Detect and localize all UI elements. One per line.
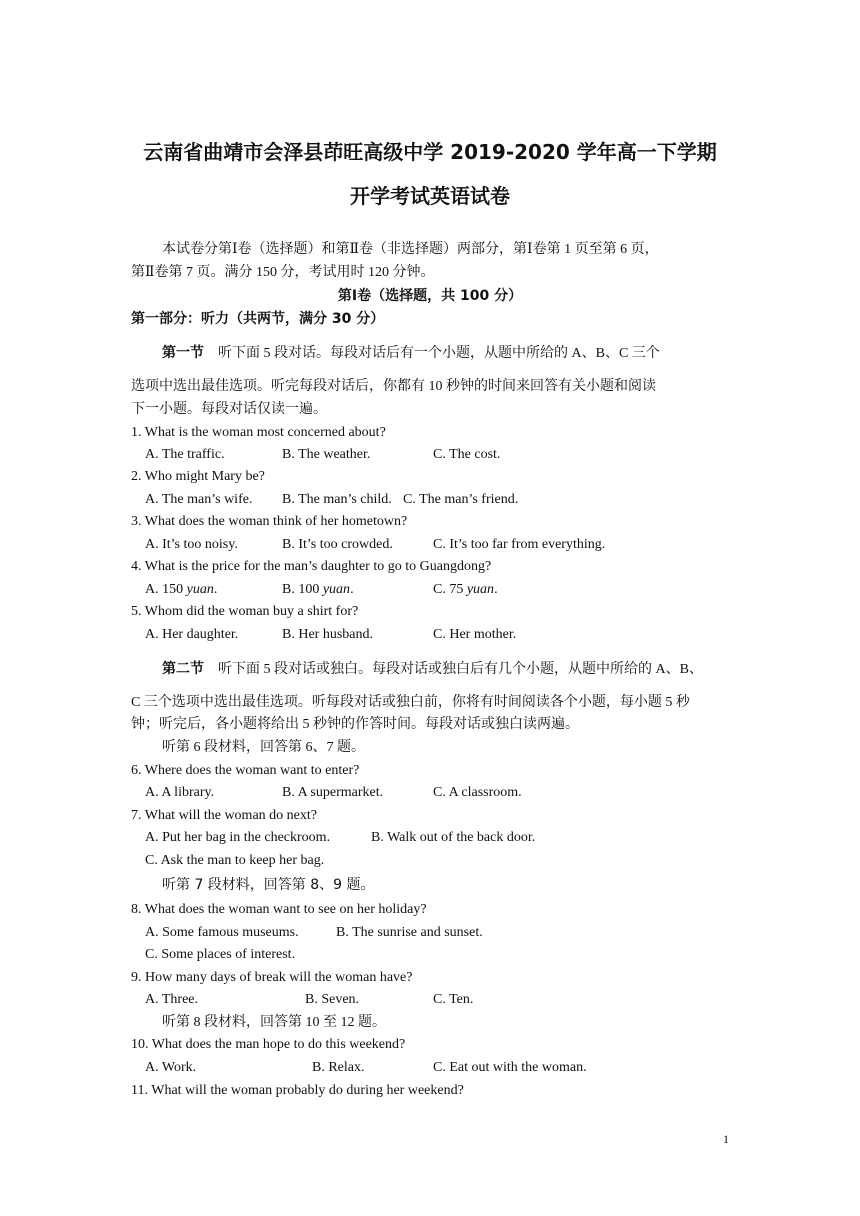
question-5-option-a: A. Her daughter. [145,627,239,642]
document-title-line1: 云南省曲靖市会泽县茚旺高级中学 2019-2020 学年高一下学期 [143,140,717,164]
volume1-heading: 第Ⅰ卷（选择题，共 100 分） [337,288,523,304]
question-1-option-b: B. The weather. [282,447,371,462]
document-title-line2: 开学考试英语试卷 [350,184,510,208]
question-5-option-b: B. Her husband. [282,627,373,642]
section2-instruction-line3: 钟；听完后，各小题将给出 5 秒钟的作答时间。每段对话或独白读两遍。 [131,717,579,732]
section2-text: 听下面 5 段对话或独白。每段对话或独白后有几个小题，从题中所给的 A、B、 [218,662,703,677]
question-2-option-a: A. The man’s wife. [145,492,253,507]
page-number: 1 [723,1132,729,1146]
question-4-stem: 4. What is the price for the man’s daughter to go to Guangdong? [131,559,492,574]
question-1-stem: 1. What is the woman most concerned about? [131,425,386,440]
question-9-option-a: A. Three. [145,992,198,1007]
question-8-option-b: B. The sunrise and sunset. [336,925,483,940]
question-6-option-b: B. A supermarket. [282,785,384,800]
question-1-option-c: C. The cost. [433,447,501,462]
section1-instruction-line2: 选项中选出最佳选项。听完每段对话后，你都有 10 秒钟的时间来回答有关小题和阅读 [131,379,656,394]
question-11-stem: 11. What will the woman probably do during her weekend? [131,1083,464,1098]
section2-instruction-line2: C 三个选项中选出最佳选项。听每段对话或独白前，你将有时间阅读各个小题，每小题 5 秒 [131,695,690,710]
question-4-option-c: C. 75 yuan. [433,582,498,597]
question-5-stem: 5. Whom did the woman buy a shirt for? [131,604,359,619]
question-7-stem: 7. What will the woman do next? [131,808,317,823]
question-8-stem: 8. What does the woman want to see on her holiday? [131,902,427,917]
question-8-option-c: C. Some places of interest. [145,947,296,962]
question-10-stem: 10. What does the man hope to do this weekend? [131,1037,406,1052]
material-7-heading: 听第 7 段材料，回答第 8、9 题。 [162,877,375,893]
question-2-option-b: B. The man’s child. [282,492,392,507]
question-8-option-a: A. Some famous museums. [145,925,299,940]
question-3-option-c: C. It’s too far from everything. [433,537,606,552]
section1-label: 第一节 [162,345,204,361]
question-4-option-a: A. 150 yuan. [145,582,218,597]
question-9-option-b: B. Seven. [305,992,360,1007]
question-6-option-a: A. A library. [145,785,215,800]
section2-label: 第二节 [162,661,204,677]
question-2-stem: 2. Who might Mary be? [131,469,265,484]
section2-instruction-line1 [162,660,703,679]
question-6-stem: 6. Where does the woman want to enter? [131,763,360,778]
question-2-option-c: C. The man’s friend. [403,492,519,507]
question-7-option-c: C. Ask the man to keep her bag. [145,853,325,868]
question-3-option-b: B. It’s too crowded. [282,537,393,552]
intro-line2: 第Ⅱ卷第 7 页。满分 150 分，考试用时 120 分钟。 [131,265,435,280]
question-10-option-c: C. Eat out with the woman. [433,1060,587,1075]
question-6-option-c: C. A classroom. [433,785,522,800]
part1-heading: 第一部分：听力（共两节，满分 30 分） [131,311,385,327]
question-4-option-b: B. 100 yuan. [282,582,354,597]
question-5-option-c: C. Her mother. [433,627,517,642]
question-10-option-a: A. Work. [145,1060,197,1075]
question-7-option-a: A. Put her bag in the checkroom. [145,830,331,845]
section1-instruction-line1 [162,344,660,363]
section1-text: 听下面 5 段对话。每段对话后有一个小题，从题中所给的 A、B、C 三个 [218,346,660,361]
material-8-heading: 听第 8 段材料，回答第 10 至 12 题。 [162,1015,386,1030]
question-9-option-c: C. Ten. [433,992,474,1007]
question-7-option-b: B. Walk out of the back door. [371,830,536,845]
intro-line1: 本试卷分第Ⅰ卷（选择题）和第Ⅱ卷（非选择题）两部分，第Ⅰ卷第 1 页至第 6 页， [162,242,659,257]
question-3-option-a: A. It’s too noisy. [145,537,238,552]
material-6-heading: 听第 6 段材料，回答第 6、7 题。 [162,740,365,755]
question-10-option-b: B. Relax. [312,1060,365,1075]
question-3-stem: 3. What does the woman think of her hometown? [131,514,408,529]
question-1-option-a: A. The traffic. [145,447,225,462]
question-9-stem: 9. How many days of break will the woman have? [131,970,413,985]
section1-instruction-line3: 下一小题。每段对话仅读一遍。 [131,402,327,417]
